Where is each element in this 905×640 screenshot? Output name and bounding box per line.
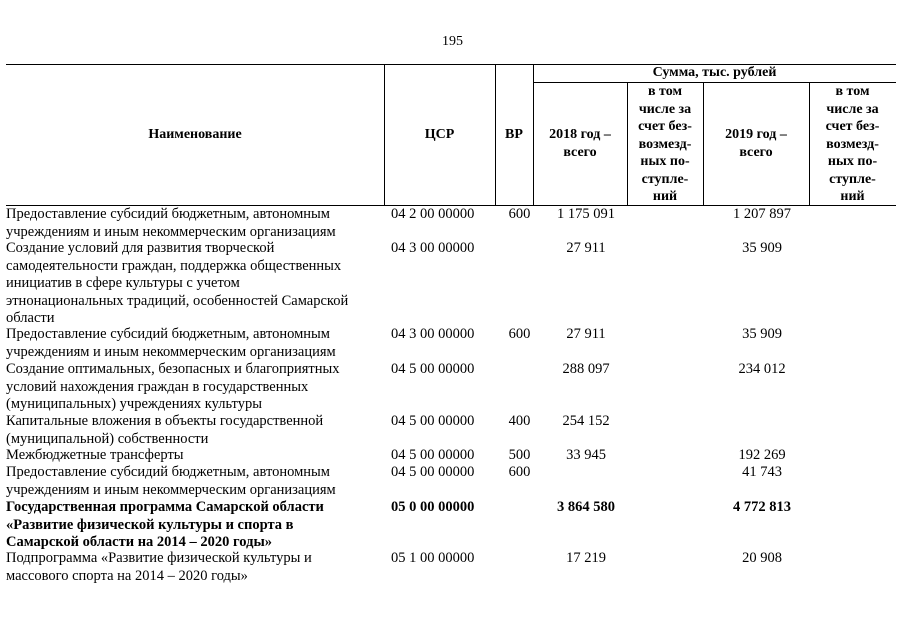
- row-csr: 04 5 00 00000: [391, 447, 475, 463]
- header-2018-free-line: ступле-: [641, 171, 689, 187]
- header-2019-total-line: всего: [739, 145, 773, 160]
- row-name-line: учреждениям и иным некоммерческим организациям: [6, 343, 336, 360]
- header-2019-total-line: 2019 год –: [725, 127, 787, 142]
- row-name: [6, 447, 384, 465]
- row-2018: 254 152: [562, 413, 610, 429]
- row-name-line: Самарской области на 2014 – 2020 годы»: [6, 534, 273, 551]
- header-2019-free-line: возмезд-: [826, 136, 879, 152]
- row-2019: 1 207 897: [733, 206, 791, 222]
- row-name-line: (муниципальной) собственности: [6, 430, 209, 447]
- row-name: [6, 240, 384, 328]
- row-name-line: инициатив в сфере культуры с учетом: [6, 275, 240, 292]
- row-vr: 600: [508, 464, 531, 480]
- header-2018-free-line: в том: [647, 84, 683, 99]
- row-vr: 600: [508, 326, 531, 342]
- row-name-line: учреждениям и иным некоммерческим организациям: [6, 223, 336, 240]
- header-2019-free-line: числе за: [826, 101, 879, 117]
- header-2018-free-line: ных по-: [640, 154, 690, 169]
- row-2019: 35 909: [742, 326, 782, 342]
- header-2018-free: [627, 83, 703, 206]
- row-name: [6, 206, 384, 241]
- row-2018: 17 219: [566, 550, 606, 566]
- header-sum-group: Сумма, тыс. рублей: [652, 65, 777, 80]
- row-name-line: массового спорта на 2014 – 2020 годы»: [6, 567, 248, 584]
- row-name: [6, 326, 384, 361]
- row-name-line: «Развитие физической культуры и спорта в: [6, 516, 294, 533]
- header-2018-total-line: всего: [563, 145, 597, 160]
- row-name-line: Предоставление субсидий бюджетным, автономным: [6, 326, 330, 342]
- row-name-line: условий нахождения граждан в государственных: [6, 378, 309, 395]
- header-2019-free: [809, 83, 896, 206]
- row-2018: 27 911: [566, 326, 606, 342]
- header-2018-total-line: 2018 год –: [549, 127, 611, 142]
- header-2018-free-line: ний: [652, 189, 678, 204]
- row-csr: 05 0 00 00000: [391, 499, 475, 515]
- row-2019: 192 269: [738, 447, 786, 463]
- row-csr: 04 5 00 00000: [391, 361, 475, 377]
- header-vr: ВР: [505, 127, 523, 142]
- row-csr: 05 1 00 00000: [391, 550, 475, 566]
- row-2019: 234 012: [738, 361, 786, 377]
- row-name-line: Подпрограмма «Развитие физической культуры и: [6, 550, 312, 566]
- row-2018: 27 911: [566, 240, 606, 256]
- row-name: [6, 413, 384, 448]
- header-2018-total: [533, 126, 627, 162]
- row-name-line: этнонациональных традиций, особенностей Самарской: [6, 292, 349, 309]
- header-2018-free-line: возмезд-: [638, 136, 692, 152]
- row-2019: 4 772 813: [733, 499, 791, 515]
- row-2018: 288 097: [562, 361, 610, 377]
- row-2018: 33 945: [566, 447, 606, 463]
- row-2018: 1 175 091: [557, 206, 615, 222]
- row-name-line: Капитальные вложения в объекты государственной: [6, 413, 324, 429]
- header-2019-free-line: ний: [840, 189, 865, 204]
- header-2019-free-line: ступле-: [829, 171, 876, 187]
- row-name-line: Предоставление субсидий бюджетным, автономным: [6, 206, 330, 222]
- row-csr: 04 5 00 00000: [391, 413, 475, 429]
- header-2019-free-line: ных по-: [827, 154, 878, 169]
- row-name-line: Создание оптимальных, безопасных и благоприятных: [6, 361, 340, 377]
- row-name-line: Создание условий для развития творческой: [6, 240, 275, 256]
- header-2019-total: [703, 126, 809, 162]
- header-2018-free-line: числе за: [638, 101, 692, 117]
- row-vr: 500: [508, 447, 531, 463]
- header-csr: ЦСР: [424, 127, 455, 142]
- row-csr: 04 3 00 00000: [391, 326, 475, 342]
- header-2019-free-line: счет без-: [825, 119, 880, 134]
- row-name-line: области: [6, 310, 55, 327]
- row-2019: 35 909: [742, 240, 782, 256]
- row-2019: 41 743: [742, 464, 782, 480]
- row-name-line: Предоставление субсидий бюджетным, автономным: [6, 464, 330, 480]
- page-number: 195: [442, 34, 463, 49]
- row-name: [6, 361, 384, 414]
- row-vr: 600: [508, 206, 531, 222]
- row-name: [6, 499, 384, 552]
- row-name-line: (муниципальных) учреждениях культуры: [6, 396, 262, 413]
- row-csr: 04 5 00 00000: [391, 464, 475, 480]
- header-name: Наименование: [148, 127, 242, 142]
- row-name-line: учреждениям и иным некоммерческим организациям: [6, 481, 336, 498]
- row-vr: 400: [508, 413, 531, 429]
- header-2019-free-line: в том: [835, 84, 870, 99]
- row-name-line: Государственная программа Самарской области: [6, 499, 324, 515]
- header-2018-free-line: счет без-: [638, 119, 692, 134]
- row-name: [6, 464, 384, 499]
- row-2019: 20 908: [742, 550, 782, 566]
- row-name-line: самодеятельности граждан, поддержка общественных: [6, 257, 342, 274]
- row-name-line: Межбюджетные трансферты: [6, 447, 184, 463]
- row-csr: 04 2 00 00000: [391, 206, 475, 222]
- row-2018: 3 864 580: [557, 499, 615, 515]
- row-name: [6, 550, 384, 585]
- row-csr: 04 3 00 00000: [391, 240, 475, 256]
